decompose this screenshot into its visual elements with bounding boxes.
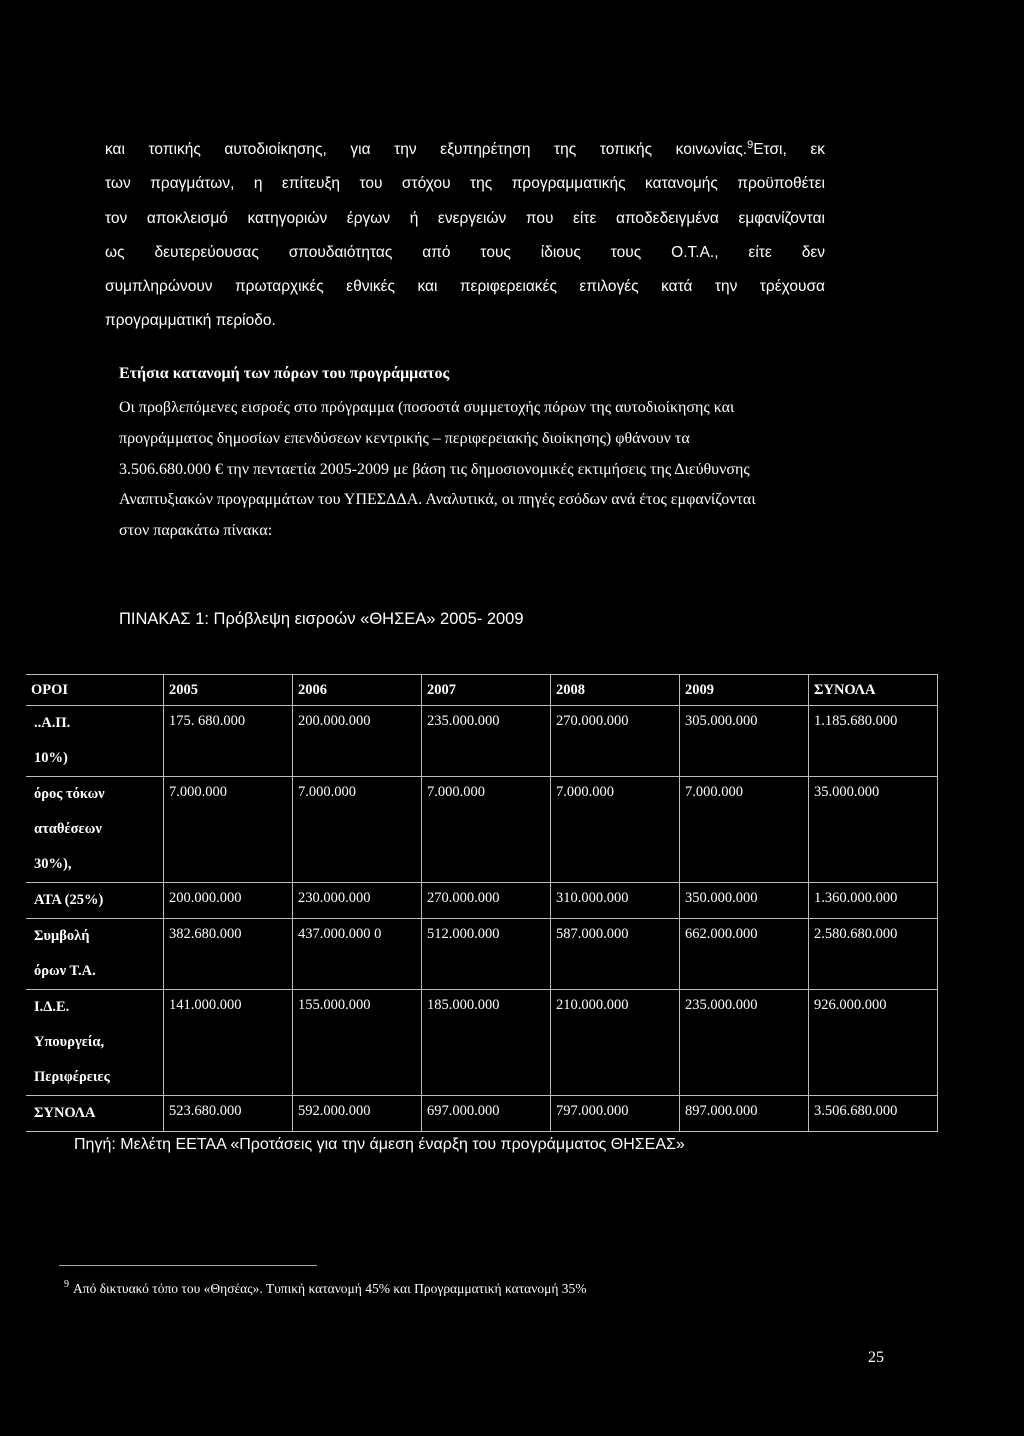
header-cell-terms: ΟΡΟΙ [26, 675, 164, 706]
header-cell-totals: ΣΥΝΟΛΑ [809, 675, 938, 706]
intro-line-5: συμπληρώνουν πρωταρχικές εθνικές και περιφερειακές επιλογές κατά την τρέχουσα [105, 278, 825, 296]
value-cell: 3.506.680.000 [809, 1096, 938, 1132]
footnote-divider [59, 1265, 317, 1266]
value-cell: 926.000.000 [809, 990, 938, 1096]
row-label-line: Ι.Δ.Ε. [34, 999, 70, 1015]
value-cell: 2.580.680.000 [809, 919, 938, 990]
value-cell: 200.000.000 [164, 883, 293, 919]
value-cell: 797.000.000 [551, 1096, 680, 1132]
value-cell: 155.000.000 [293, 990, 422, 1096]
header-cell-2008: 2008 [551, 675, 680, 706]
table-source: Πηγή: Μελέτη ΕΕΤΑΑ «Προτάσεις για την άμεση έναρξη του προγράμματος ΘΗΣΕΑΣ» [74, 1136, 685, 1153]
table-header-row [26, 675, 938, 706]
value-cell: 210.000.000 [551, 990, 680, 1096]
body-line-3: 3.506.680.000 € την πενταετία 2005-2009 με βάση τις δημοσιονομικές εκτιμήσεις της Διεύθυνσης [119, 460, 750, 478]
row-label-line: ..Α.Π. [34, 715, 71, 731]
body-paragraph [119, 393, 899, 547]
table-row [26, 883, 938, 919]
inflows-table [26, 674, 938, 1132]
row-label [26, 990, 164, 1096]
table-row [26, 706, 938, 777]
intro-line-4: ως δευτερεύουσας σπουδαιότητας από τους ίδιους τους Ο.Τ.Α., είτε δεν [105, 243, 825, 261]
row-label-line: Συμβολή [34, 928, 90, 944]
value-cell: 185.000.000 [422, 990, 551, 1096]
header-cell-2007: 2007 [422, 675, 551, 706]
table-row [26, 777, 938, 883]
value-cell: 350.000.000 [680, 883, 809, 919]
header-cell-2005: 2005 [164, 675, 293, 706]
intro-paragraph [105, 128, 825, 339]
header-cell-2006: 2006 [293, 675, 422, 706]
table-title: ΠΙΝΑΚΑΣ 1: Πρόβλεψη εισροών «ΘΗΣΕΑ» 2005- 2009 [119, 610, 524, 628]
value-cell: 1.360.000.000 [809, 883, 938, 919]
value-cell: 230.000.000 [293, 883, 422, 919]
header-cell-2009: 2009 [680, 675, 809, 706]
row-label [26, 777, 164, 883]
intro-line-3: τον αποκλεισμό κατηγοριών έργων ή ενεργειών που είτε αποδεδειγμένα εμφανίζονται [105, 209, 825, 227]
value-cell: 7.000.000 [164, 777, 293, 883]
value-cell: 512.000.000 [422, 919, 551, 990]
value-cell: 7.000.000 [680, 777, 809, 883]
body-line-5: στον παρακάτω πίνακα: [119, 522, 273, 540]
footnote [64, 1275, 587, 1299]
value-cell: 175. 680.000 [164, 706, 293, 777]
value-cell: 200.000.000 [293, 706, 422, 777]
row-label-line: ΑΤΑ (25%) [34, 892, 104, 908]
value-cell: 587.000.000 [551, 919, 680, 990]
footnote-mark: 9 [64, 1279, 69, 1290]
value-cell: 437.000.000 0 [293, 919, 422, 990]
value-cell: 382.680.000 [164, 919, 293, 990]
value-cell: 7.000.000 [293, 777, 422, 883]
body-line-2: προγράμματος δημοσίων επενδύσεων κεντρικής – περιφερειακής διοίκησης) φθάνουν τα [119, 429, 690, 447]
row-label-line: όρων Τ.Α. [34, 963, 96, 979]
row-label-line: Υπουργεία, [34, 1034, 105, 1050]
row-label-line: 10%) [34, 750, 68, 766]
row-label [26, 919, 164, 990]
value-cell: 305.000.000 [680, 706, 809, 777]
row-label [26, 706, 164, 777]
value-cell: 35.000.000 [809, 777, 938, 883]
value-cell: 592.000.000 [293, 1096, 422, 1132]
row-label-line: ΣΥΝΟΛΑ [34, 1105, 96, 1121]
page-number: 25 [868, 1349, 884, 1366]
intro-line-6: προγραμματική περίοδο. [105, 312, 276, 330]
value-cell: 141.000.000 [164, 990, 293, 1096]
intro-line-2: των πραγμάτων, η επίτευξη του στόχου της προγραμματικής κατανομής προϋποθέτει [105, 175, 825, 193]
body-line-1: Οι προβλεπόμενες εισροές στο πρόγραμμα (ποσοστά συμμετοχής πόρων της αυτοδιοίκησης και [119, 399, 735, 416]
table-row [26, 990, 938, 1096]
row-label-line: 30%), [34, 856, 72, 872]
intro-line-1: και τοπικής αυτοδιοίκησης, για την εξυπηρέτηση της τοπικής κοινωνίας.$^9$Ετσι, εκ [105, 139, 825, 158]
row-label-line: αταθέσεων [34, 821, 102, 837]
row-label [26, 883, 164, 919]
table-row [26, 919, 938, 990]
footnote-text: Από δικτυακό τόπο του «Θησέας». Τυπική κατανομή 45% και Προγραμματική κατανομή 35% [73, 1281, 587, 1296]
row-label-line: όρος τόκων [34, 786, 105, 802]
value-cell: 662.000.000 [680, 919, 809, 990]
value-cell: 7.000.000 [551, 777, 680, 883]
body-line-4: Αναπτυξιακών προγραμμάτων του ΥΠΕΣΔΔΑ. Αναλυτικά, οι πηγές εσόδων ανά έτος εμφανίζονται [119, 491, 756, 509]
value-cell: 235.000.000 [422, 706, 551, 777]
row-label-line: Περιφέρειες [34, 1069, 110, 1085]
value-cell: 235.000.000 [680, 990, 809, 1096]
value-cell: 1.185.680.000 [809, 706, 938, 777]
value-cell: 270.000.000 [422, 883, 551, 919]
section-heading: Ετήσια κατανομή των πόρων του προγράμματος [119, 365, 450, 382]
value-cell: 7.000.000 [422, 777, 551, 883]
value-cell: 697.000.000 [422, 1096, 551, 1132]
row-label [26, 1096, 164, 1132]
value-cell: 310.000.000 [551, 883, 680, 919]
table-row [26, 1096, 938, 1132]
value-cell: 270.000.000 [551, 706, 680, 777]
value-cell: 523.680.000 [164, 1096, 293, 1132]
value-cell: 897.000.000 [680, 1096, 809, 1132]
